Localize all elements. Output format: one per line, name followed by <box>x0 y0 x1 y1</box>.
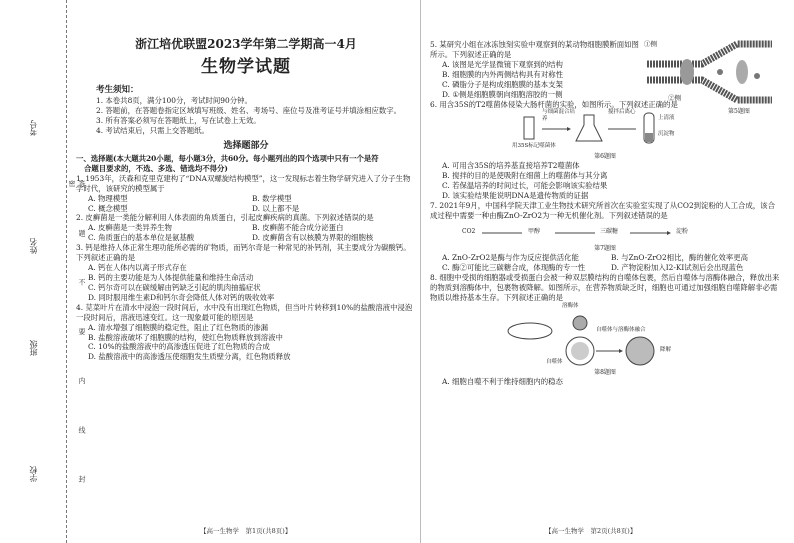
question-stem: 1. 1953年，沃森和克里克建构了“DNA双螺旋结构模型”，这一发现标志着生物学研究进入了分子生物学时代，该研究的模型属于 <box>76 173 411 193</box>
option-c[interactable]: C. 10%的盐酸溶液中的高渗透压促进了红色物质的合成 <box>88 342 270 352</box>
option-d[interactable]: D. 该实验结果能说明DNA是遗传物质的证据 <box>442 191 589 201</box>
option-a[interactable]: A. ZnO-ZrO2是酶与作为反应提供活化能 <box>442 253 579 263</box>
option-c[interactable]: C. 磷脂分子是构成细胞膜的基本支架 <box>442 79 563 89</box>
notice-list <box>76 96 416 136</box>
section-instruction: 一、选择题(本大题共20小题，每小题3分，共60分。每小题列出的四个选项中只有一个是符 <box>76 153 379 163</box>
figure-label: ②侧 <box>668 94 681 102</box>
question-stem: 4. 苋菜叶片在清水中浸泡一段时间后，水中没有出现红色物质，但当叶片转移到10%的盐酸溶液中浸泡一段时间后，溶液迅速变红。这一现象最可能的原因是 <box>76 302 413 322</box>
option-b[interactable]: B. 盐酸溶液破坏了细胞膜的结构，使红色物质释放到溶液中 <box>88 332 283 342</box>
option-a[interactable]: A. 可用含35S的培养基直接培养T2噬菌体 <box>442 161 580 171</box>
page-footer-right: 【高一生物学 第2页(共8页)】 <box>545 527 637 535</box>
option-d[interactable]: D. 皮癣菌含有以核膜为界限的细胞核 <box>252 233 374 243</box>
question-2 <box>76 213 416 243</box>
option-b[interactable]: B. 钙的主要功能是为人体提供能量和维持生命活动 <box>88 273 254 283</box>
figure-label: 沉淀物 <box>658 131 675 138</box>
option-c[interactable]: C. 概念模型 <box>88 203 128 213</box>
page-footer-left: 【高一生物学 第1页(共8页)】 <box>200 527 292 535</box>
section-instruction-cont: 合题目要求的，不选、多选、错选均不得分) <box>84 163 228 173</box>
option-a[interactable]: A. 物理模型 <box>88 193 128 203</box>
figure-label: 降解 <box>660 346 672 353</box>
seal-line <box>66 0 67 543</box>
option-b[interactable]: B. 皮癣菌不能合成分泌蛋白 <box>252 223 344 233</box>
notice-item: 3. 所有答案必须写在答题纸上，写在试卷上无效。 <box>96 116 261 126</box>
notice-item: 1. 本卷共8页，满分100分，考试时间90分钟。 <box>96 96 252 106</box>
option-a[interactable]: A. 细胞自噬不利于维持细胞内的稳态 <box>442 376 563 386</box>
notice-item: 2. 答题前，在答题卷指定区域填写班级、姓名、考场号、座位号及准考证号并填涂相应数字。 <box>96 106 402 116</box>
question-4 <box>76 303 416 363</box>
option-c[interactable]: C. 钙尔奇可以在碳缓解由钙缺乏引起的肌肉抽搐症状 <box>88 282 261 292</box>
figure-label: 三碳糖 <box>600 228 619 236</box>
option-a[interactable]: A. 钙在人体内以离子形式存在 <box>88 263 187 273</box>
figure-label: 上清液 <box>658 115 675 122</box>
question-7 <box>430 201 780 273</box>
question-stem: 8. 细胞中受损的细胞器或受损蛋白会被一种双层膜结构的自噬体包裹，然后自噬体与溶酶体融合，释放出来的物质到溶酶体中，包裹物被降解。如图所示，在营养物质缺乏时，细胞也可通过加强细胞自噬降解非必需物质以维持基本生存。下列叙述正确的是 <box>430 272 780 302</box>
figure-label: CO2 <box>462 228 476 236</box>
figure-caption: 第5题图 <box>728 108 750 115</box>
figure-label: 甲醇 <box>528 228 541 236</box>
starch-synthesis-figure <box>460 221 750 245</box>
school-label: 学校 <box>29 466 38 482</box>
question-stem: 7. 2021年9月，中国科学院天津工业生物技术研究所首次在实验室实现了从CO2到淀粉的人工合成，该合成过程中需要一种由酶ZnO-ZrO2为一种无机催化剂。下列叙述错误的是 <box>430 201 775 221</box>
autophagy-figure <box>500 303 700 369</box>
option-b[interactable]: B. 与ZnO-ZrO2相比，酶的催化效率更高 <box>611 253 748 263</box>
section-title: 选择题部分 <box>223 140 269 151</box>
figure-label: 搅拌后离心 <box>608 109 636 116</box>
left-column <box>76 0 416 362</box>
option-c[interactable]: C. 若保温培养的时间过长，可能会影响该实验结果 <box>442 181 608 191</box>
option-c[interactable]: C. 角质蛋白的基本单位是氨基酸 <box>88 233 195 243</box>
option-d[interactable]: D. 以上都不是 <box>252 203 300 213</box>
figure-label: 自噬体 <box>546 358 563 365</box>
option-d[interactable]: D. ①侧是细胞膜朝向细胞溶胶的一侧 <box>442 89 563 99</box>
membrane-figure <box>642 34 777 116</box>
figure-caption: 第6题图 <box>594 153 616 161</box>
option-a[interactable]: A. 清水增强了细胞膜的稳定性，阻止了红色物质的渗漏 <box>88 322 269 332</box>
question-stem: 5. 某研究小组在冰冻蚀刻实验中观察到的某动物细胞膜断面如图所示。下列叙述正确的是 <box>430 40 639 59</box>
right-column <box>430 0 780 387</box>
subject-title: 生物学试题 <box>201 57 291 78</box>
option-d[interactable]: D. 产物淀粉加入I2-KI试剂后会出现蓝色 <box>611 262 744 272</box>
seal-line-warning: 答 题 不 要 内 线 封 密 <box>68 180 86 503</box>
option-c[interactable]: C. 酶②可能比三碳糖合成，体现酶的专一性 <box>442 262 586 272</box>
figure-caption: 第7题图 <box>594 245 616 253</box>
figure-label: 与细菌混合培养 <box>542 109 576 122</box>
notice-title: 考生须知： <box>96 84 139 95</box>
question-3 <box>76 243 416 303</box>
question-1 <box>76 174 416 214</box>
class-label: 班级 <box>29 340 38 356</box>
option-d[interactable]: D. 同时服用维生素D和钙尔奇会降低人体对钙的吸收效率 <box>88 292 275 302</box>
option-d[interactable]: D. 盐酸溶液中的高渗透压使细胞发生质壁分离，红色物质释放 <box>88 352 291 362</box>
exam-number-label: 考号 <box>29 120 38 136</box>
question-8 <box>430 273 780 387</box>
notice-item: 4. 考试结束后，只需上交答题纸。 <box>96 125 209 135</box>
question-stem: 6. 用含35S的T2噬菌体侵染大肠杆菌的实验，如图所示。下列叙述正确的是 <box>430 99 678 109</box>
column-divider <box>420 0 421 543</box>
binding-gutter <box>0 0 86 543</box>
figure-label: ①侧 <box>644 40 657 48</box>
option-b[interactable]: B. 数学模型 <box>252 193 292 203</box>
figure-label: 自噬体与溶酶体融合 <box>596 326 646 333</box>
t2-experiment-figure <box>512 109 692 153</box>
option-a[interactable]: A. 该图是光学显微镜下观察到的结构 <box>442 59 563 69</box>
exam-title: 浙江培优联盟2023学年第二学期高一4月 <box>135 37 357 51</box>
option-b[interactable]: B. 细胞膜的内外两侧结构具有对称性 <box>442 69 563 79</box>
option-a[interactable]: A. 皮癣菌是一类异养生物 <box>88 223 172 233</box>
figure-label: 淀粉 <box>676 228 689 236</box>
name-label: 姓名 <box>29 238 38 254</box>
figure-caption: 第8题图 <box>594 368 616 376</box>
option-b[interactable]: B. 搅拌的目的是使吸附在细菌上的噬菌体与其分离 <box>442 171 608 181</box>
figure-label: 溶酶体 <box>562 302 579 309</box>
figure-label: 用35S标记噬菌体 <box>512 143 556 150</box>
question-stem: 2. 皮癣菌是一类能分解利用人体表面的角质蛋白，引起皮癣疾病的真菌。下列叙述错误的是 <box>76 213 374 223</box>
question-stem: 3. 钙是维持人体正常生理功能所必需的矿物质，而钙尔奇是一种常见的补钙剂，其主要成分为碳酸钙。下列叙述正确的是 <box>76 243 411 263</box>
